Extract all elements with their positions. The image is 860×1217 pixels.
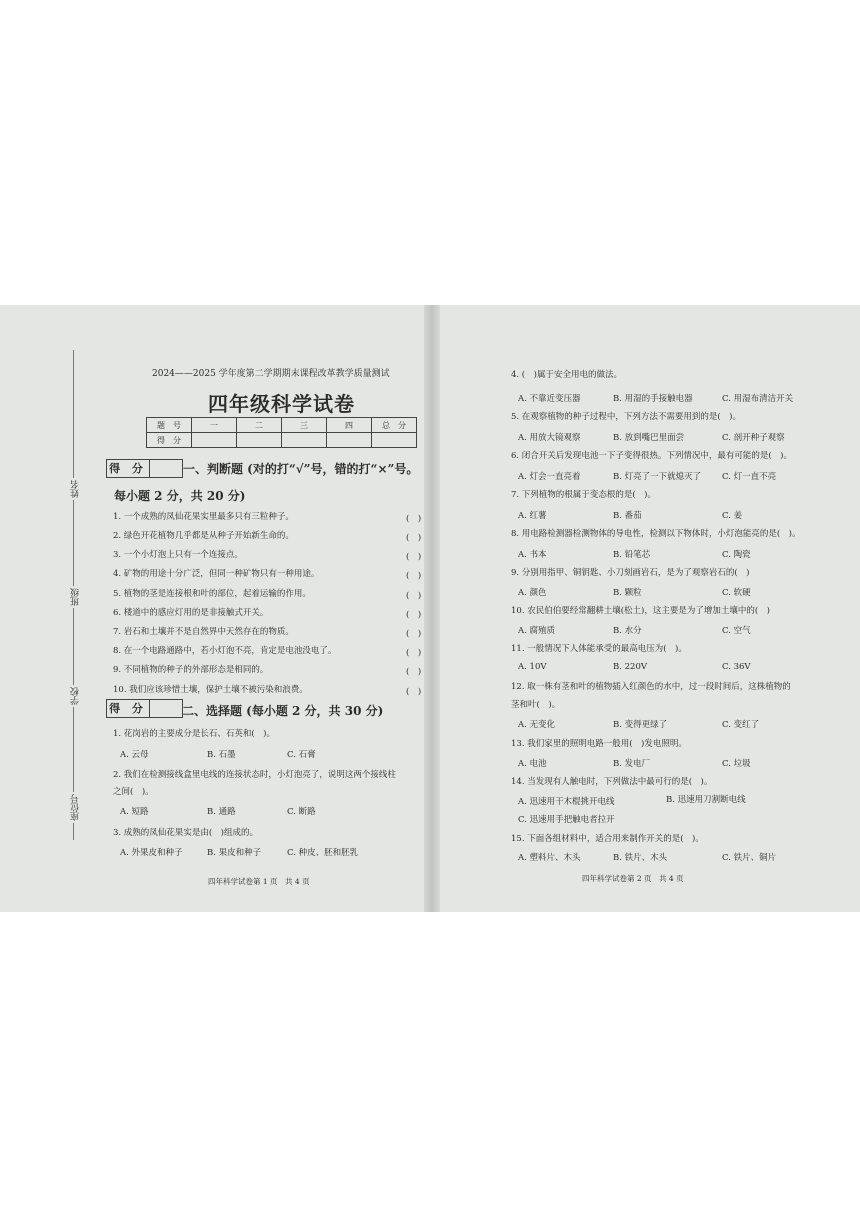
choice-question: 8. 用电路检测器检测物体的导电性，检测以下物体时，小灯泡能亮的是( )。 <box>511 529 801 539</box>
answer-blank[interactable]: ( ) <box>406 687 422 697</box>
answer-blank[interactable]: ( ) <box>406 533 422 543</box>
answer-blank[interactable]: ( ) <box>406 629 422 639</box>
score-table-header: 三 <box>282 418 327 433</box>
section1-subtitle: 每小题 2 分，共 20 分) <box>114 489 246 503</box>
choice-option[interactable]: B. 颗粒 <box>613 588 642 598</box>
choice-question: 6. 闭合开关后发现电池一下子变得很热。下列情况中，最有可能的是( )。 <box>511 451 792 461</box>
choice-option[interactable]: B. 番茄 <box>613 511 642 521</box>
choice-question: 10. 农民伯伯要经常翻耕土壤(松土)，这主要是为了增加土壤中的( ) <box>511 606 770 616</box>
answer-blank[interactable]: ( ) <box>406 610 422 620</box>
answer-blank[interactable]: ( ) <box>406 667 422 677</box>
judge-item: 10. 我们应该珍惜土壤，保护土壤不被污染和浪费。 <box>113 685 308 695</box>
choice-option[interactable]: C. 姜 <box>722 511 743 521</box>
choice-option[interactable]: B. 发电厂 <box>613 759 651 769</box>
class-field: 班级 <box>70 588 81 606</box>
choice-question: 7. 下列植物的根属于变态根的是( )。 <box>511 490 656 500</box>
choice-option[interactable]: C. 用湿布清洁开关 <box>722 394 794 404</box>
name-field: 姓名 <box>70 480 81 498</box>
score-table-header: 四 <box>327 418 372 433</box>
score-cell[interactable] <box>237 433 282 448</box>
judge-item: 6. 楼道中的感应灯用的是非接触式开关。 <box>113 608 269 618</box>
page-title: 四年级科学试卷 <box>208 392 355 416</box>
section1-title: 一、判断题 (对的打“√”号，错的打“×”号。 <box>183 462 419 476</box>
choice-option[interactable]: A. 迅速用干木棍挑开电线 <box>518 797 615 807</box>
judge-item: 2. 绿色开花植物几乎都是从种子开始新生命的。 <box>113 531 294 541</box>
choice-option[interactable]: A. 不靠近变压器 <box>518 394 581 404</box>
answer-blank[interactable]: ( ) <box>406 552 422 562</box>
score-table-header: 总 分 <box>372 418 417 433</box>
choice-option[interactable]: B. 石墨 <box>207 750 236 760</box>
choice-option[interactable]: C. 灯一直不亮 <box>722 472 777 482</box>
judge-item: 5. 植物的茎是连接根和叶的部位，起着运输的作用。 <box>113 589 311 599</box>
choice-option[interactable]: A. 塑料片、木头 <box>518 853 581 863</box>
judge-item: 8. 在一个电路通路中，若小灯泡不亮，肯定是电池没电了。 <box>113 646 337 656</box>
choice-option[interactable]: A. 云母 <box>120 750 149 760</box>
choice-option[interactable]: A. 短路 <box>120 807 149 817</box>
choice-option[interactable]: C. 软硬 <box>722 588 751 598</box>
choice-question: 12. 取一株有茎和叶的植物插入红颜色的水中，过一段时间后，这株植物的 <box>511 682 791 692</box>
score-box-section1: 得 分 <box>106 459 183 478</box>
choice-question-cont: 茎和叶( )。 <box>511 700 561 710</box>
choice-option[interactable]: A. 用放大镜观察 <box>518 433 581 443</box>
choice-option[interactable]: C. 种皮、胚和胚乳 <box>287 848 359 858</box>
score-box-blank[interactable] <box>150 700 182 717</box>
school-field: 学校 <box>70 687 81 705</box>
choice-option[interactable]: A. 电池 <box>518 759 547 769</box>
choice-question-cont: 之间( )。 <box>113 787 154 797</box>
score-cell[interactable] <box>372 433 417 448</box>
judge-item: 4. 矿物的用途十分广泛，但同一种矿物只有一种用途。 <box>113 569 320 579</box>
score-table-header: 二 <box>237 418 282 433</box>
section2-title: 二、选择题 (每小题 2 分，共 30 分) <box>182 704 384 718</box>
score-row-label: 得 分 <box>147 433 192 448</box>
choice-option[interactable]: A. 书本 <box>518 550 547 560</box>
choice-option[interactable]: B. 通路 <box>207 807 236 817</box>
choice-option[interactable]: B. 水分 <box>613 626 642 636</box>
choice-question: 15. 下面各组材料中，适合用来制作开关的是( )。 <box>511 834 704 844</box>
choice-question: 2. 我们在检测接线盒里电线的连接状态时，小灯泡亮了，说明这两个接线柱 <box>113 770 396 780</box>
choice-question: 4. ( )属于安全用电的做法。 <box>511 370 622 380</box>
choice-question: 13. 我们家里的照明电路一般用( )发电照明。 <box>511 739 687 749</box>
choice-option[interactable]: C. 36V <box>722 662 751 672</box>
page-fold <box>424 305 440 912</box>
choice-option[interactable]: C. 空气 <box>722 626 751 636</box>
choice-option[interactable]: B. 变得更绿了 <box>613 720 668 730</box>
answer-blank[interactable]: ( ) <box>406 648 422 658</box>
choice-option[interactable]: A. 10V <box>518 662 547 672</box>
choice-option[interactable]: C. 陶瓷 <box>722 550 751 560</box>
answer-blank[interactable]: ( ) <box>406 571 422 581</box>
answer-blank[interactable]: ( ) <box>406 591 422 601</box>
choice-option[interactable]: C. 石膏 <box>287 750 316 760</box>
choice-option[interactable]: A. 红薯 <box>518 511 547 521</box>
choice-option[interactable]: B. 迅速用刀割断电线 <box>666 795 746 805</box>
choice-option[interactable]: C. 垃圾 <box>722 759 751 769</box>
score-table-header: 题 号 <box>147 418 192 433</box>
score-table-header: 一 <box>192 418 237 433</box>
choice-option[interactable]: A. 无变化 <box>518 720 556 730</box>
choice-option[interactable]: A. 外果皮和种子 <box>120 848 183 858</box>
choice-option[interactable]: C. 迅速用手把触电者拉开 <box>518 815 615 825</box>
choice-option[interactable]: C. 剖开种子观察 <box>722 433 785 443</box>
choice-question: 1. 花岗岩的主要成分是长石、石英和( )。 <box>113 729 275 739</box>
judge-item: 7. 岩石和土壤并不是自然界中天然存在的物质。 <box>113 627 294 637</box>
choice-option[interactable]: B. 用湿的手接触电器 <box>613 394 693 404</box>
judge-item: 9. 不同植物的种子的外部形态是相同的。 <box>113 665 269 675</box>
choice-question: 3. 成熟的凤仙花果实是由( )组成的。 <box>113 828 258 838</box>
choice-option[interactable]: B. 铅笔芯 <box>613 550 651 560</box>
choice-question: 9. 分别用指甲、铜钥匙、小刀刻画岩石，是为了观察岩石的( ) <box>511 568 750 578</box>
choice-option[interactable]: B. 果皮和种子 <box>207 848 262 858</box>
score-cell[interactable] <box>327 433 372 448</box>
choice-option[interactable]: C. 断路 <box>287 807 316 817</box>
choice-option[interactable]: C. 变红了 <box>722 720 760 730</box>
answer-blank[interactable]: ( ) <box>406 514 422 524</box>
choice-option[interactable]: C. 铁片、铜片 <box>722 853 777 863</box>
choice-option[interactable]: B. 铁片、木头 <box>613 853 668 863</box>
choice-option[interactable]: B. 灯亮了一下就熄灭了 <box>613 472 702 482</box>
judge-item: 3. 一个小灯泡上只有一个连接点。 <box>113 550 243 560</box>
seat-number-field: 座位号 <box>70 794 81 821</box>
score-box-blank[interactable] <box>150 460 182 477</box>
score-box-section2: 得 分 <box>106 699 183 718</box>
choice-option[interactable]: B. 放到嘴巴里面尝 <box>613 433 685 443</box>
choice-question: 5. 在观察植物的种子过程中，下列方法不需要用到的是( )。 <box>511 412 741 422</box>
choice-question: 11. 一般情况下人体能承受的最高电压为( )。 <box>511 644 687 654</box>
choice-option[interactable]: A. 灯会一直亮着 <box>518 472 581 482</box>
choice-option[interactable]: A. 腐殖质 <box>518 626 556 636</box>
judge-item: 1. 一个成熟的凤仙花果实里最多只有三粒种子。 <box>113 512 294 522</box>
score-cell[interactable] <box>192 433 237 448</box>
score-table <box>146 417 417 448</box>
choice-option[interactable]: B. 220V <box>613 662 648 672</box>
exam-header: 2024——2025 学年度第二学期期末课程改革教学质量测试 <box>152 369 390 379</box>
choice-option[interactable]: A. 颜色 <box>518 588 547 598</box>
page-footer: 四年科学试卷第 2 页 共 4 页 <box>582 874 684 883</box>
score-cell[interactable] <box>282 433 327 448</box>
choice-question: 14. 当发现有人触电时，下列做法中最可行的是( )。 <box>511 777 713 787</box>
page-footer: 四年科学试卷第 1 页 共 4 页 <box>208 877 310 886</box>
